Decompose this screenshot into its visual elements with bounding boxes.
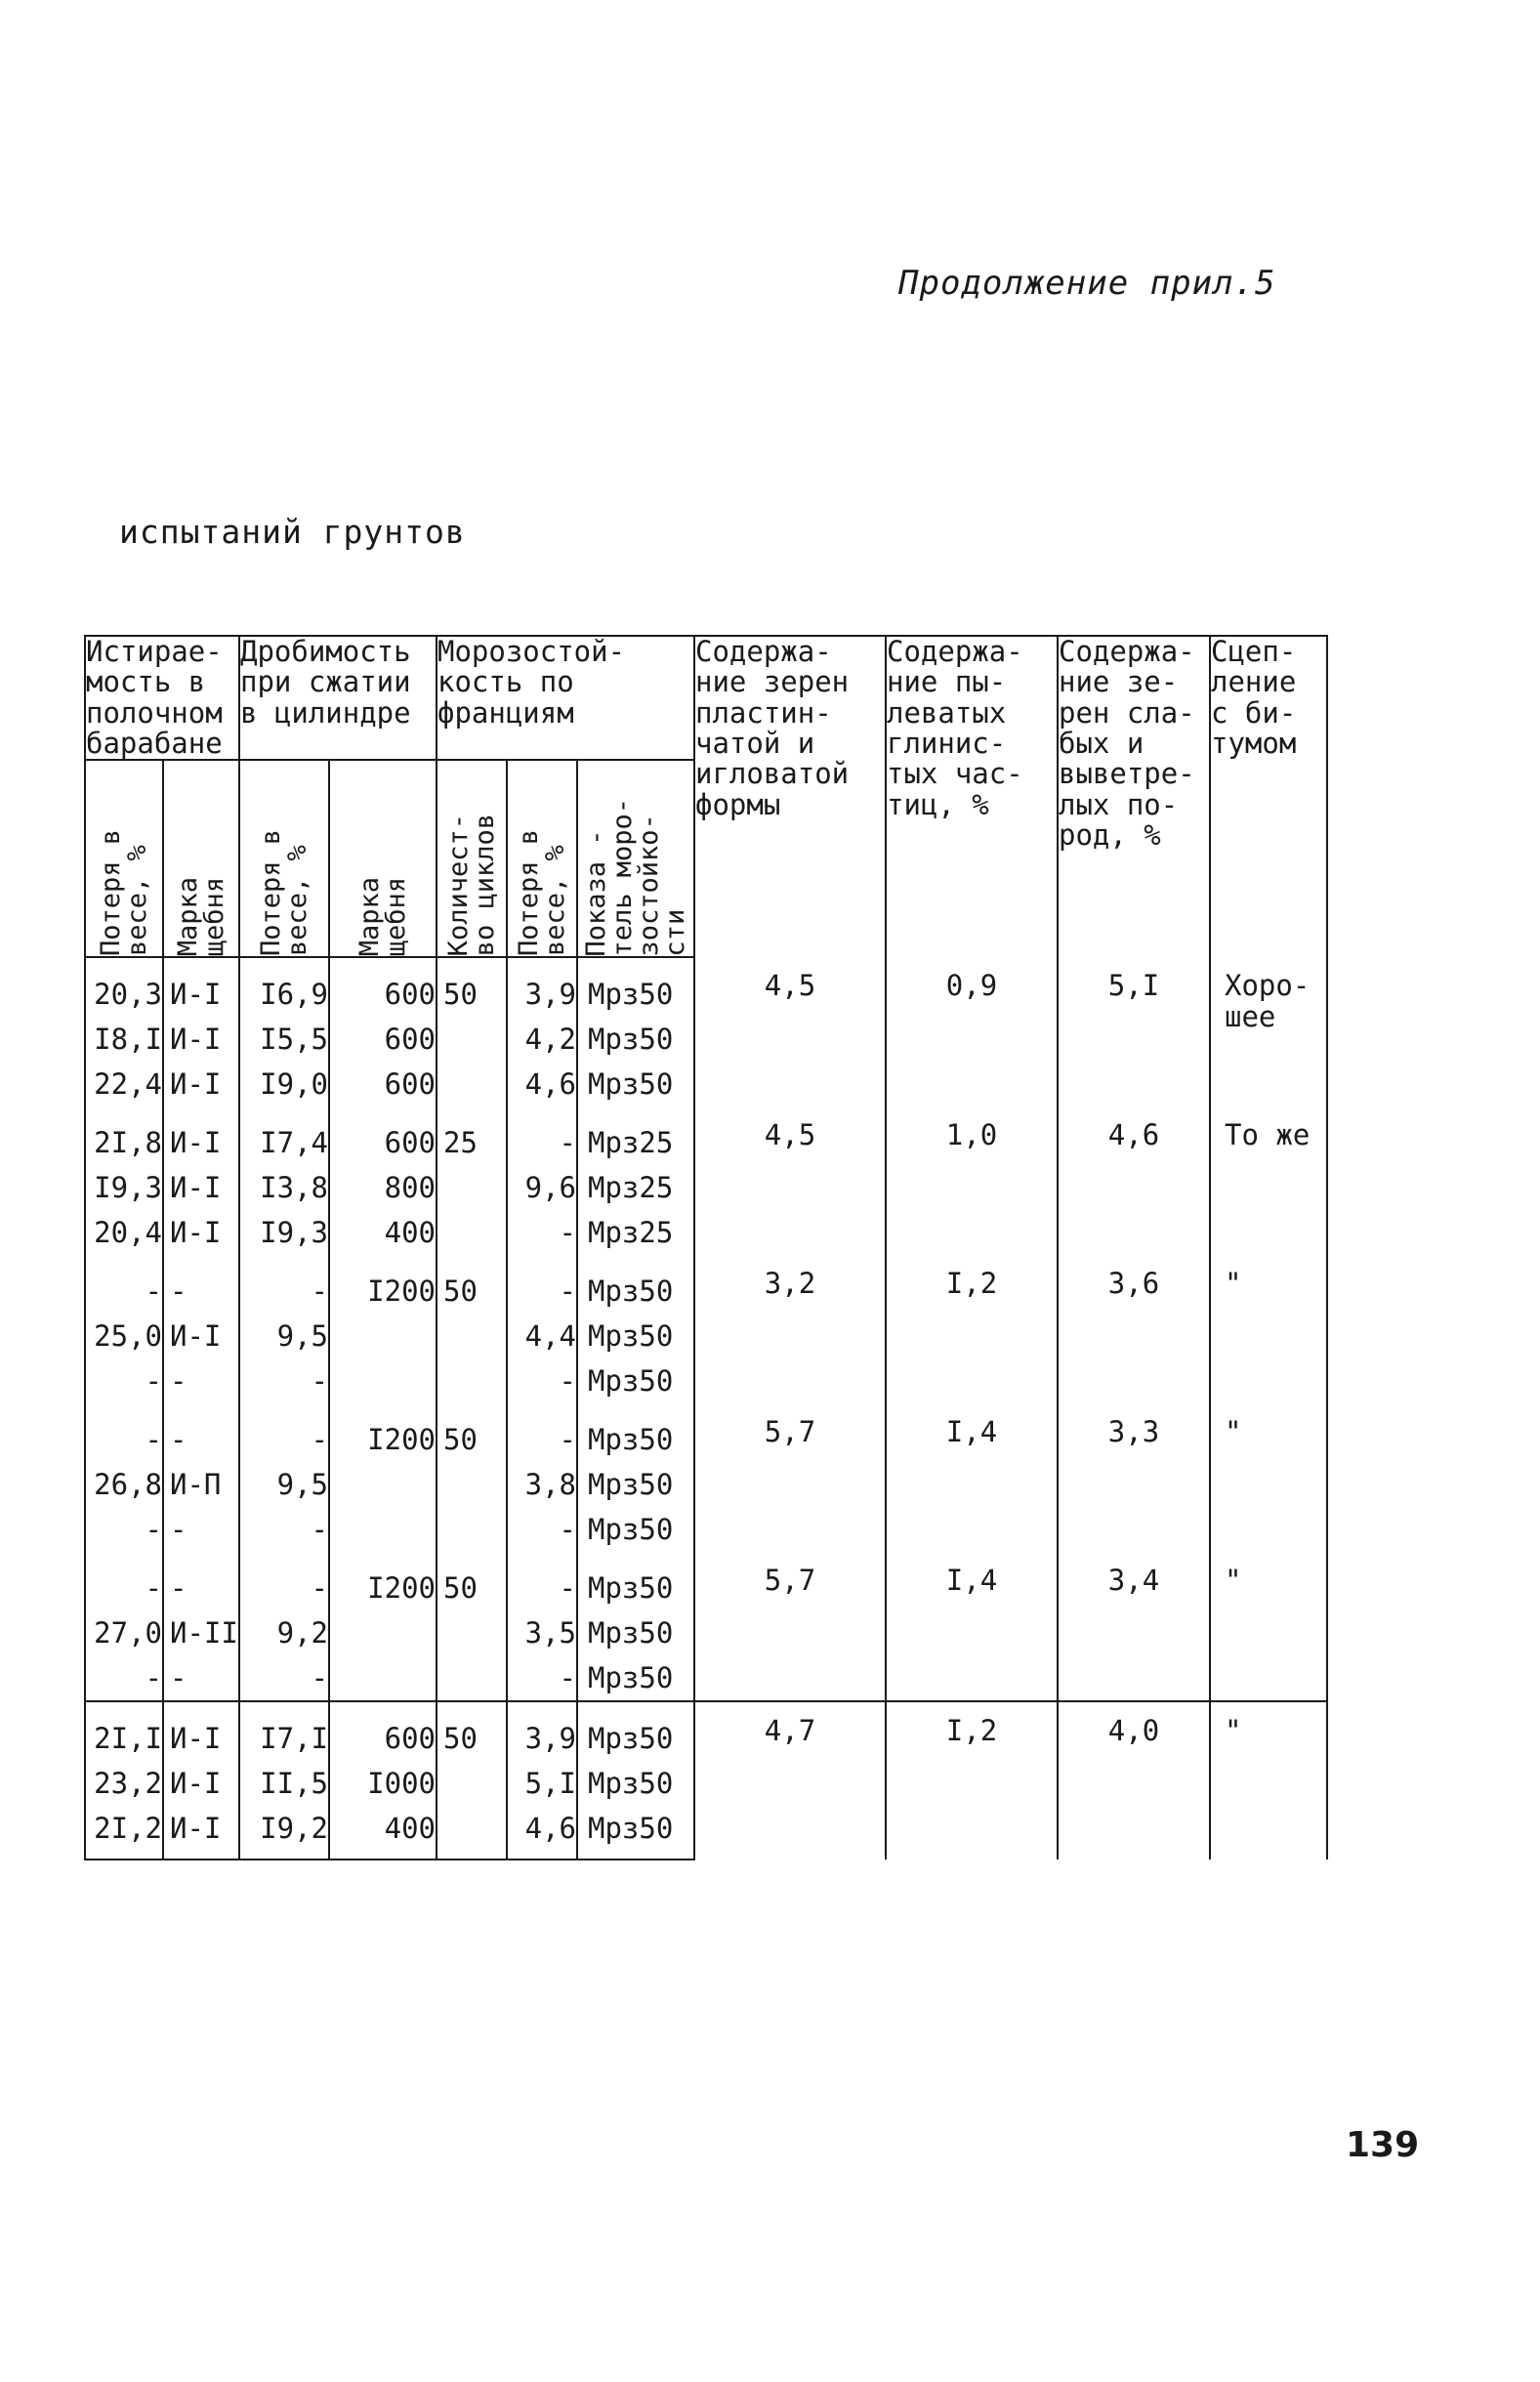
cell-frost-loss: 4,6 (507, 1062, 577, 1107)
table-row (85, 1107, 1327, 1165)
cell-crushing-grade: I200 (329, 1255, 437, 1314)
cell-frost-index: Мрз25 (577, 1210, 694, 1255)
cell-adhesion: " (1210, 1403, 1327, 1552)
cell-abrasion-grade: И-I (163, 1017, 239, 1062)
cell-weak: 4,0 (1058, 1701, 1210, 1860)
cell-frost-loss: - (507, 1107, 577, 1165)
cell-crushing-loss: 9,5 (239, 1462, 329, 1507)
cell-crushing-grade (329, 1507, 437, 1552)
cell-frost-cycles (437, 1806, 507, 1860)
cell-abrasion-grade: - (163, 1255, 239, 1314)
cell-clay: I,2 (886, 1701, 1058, 1860)
cell-abrasion-grade: И-II (163, 1610, 239, 1655)
table-body (85, 957, 1327, 1860)
cell-frost-cycles: 25 (437, 1107, 507, 1165)
cell-abrasion-grade: - (163, 1403, 239, 1462)
cell-frost-loss: - (507, 1507, 577, 1552)
table-row (85, 1552, 1327, 1610)
cell-adhesion: То же (1210, 1107, 1327, 1255)
cell-abrasion-loss: 2I,I (85, 1701, 163, 1761)
cell-frost-index: Мрз50 (577, 1062, 694, 1107)
cell-frost-cycles (437, 1610, 507, 1655)
cell-crushing-loss: - (239, 1552, 329, 1610)
cell-abrasion-loss: - (85, 1403, 163, 1462)
cell-abrasion-loss: 20,3 (85, 957, 163, 1017)
cell-abrasion-loss: - (85, 1255, 163, 1314)
cell-abrasion-grade: И-I (163, 957, 239, 1017)
cell-weak: 5,I (1058, 957, 1210, 1107)
cell-crushing-loss: - (239, 1507, 329, 1552)
cell-crushing-grade: 400 (329, 1806, 437, 1860)
cell-crushing-loss: I9,0 (239, 1062, 329, 1107)
cell-frost-cycles (437, 1210, 507, 1255)
cell-frost-index: Мрз50 (577, 1403, 694, 1462)
table-row (85, 1255, 1327, 1314)
cell-abrasion-grade: - (163, 1507, 239, 1552)
cell-abrasion-grade: И-I (163, 1701, 239, 1761)
cell-crushing-grade: I000 (329, 1761, 437, 1806)
cell-frost-loss: 3,5 (507, 1610, 577, 1655)
cell-crushing-grade (329, 1358, 437, 1403)
cell-abrasion-loss: 20,4 (85, 1210, 163, 1255)
cell-crushing-loss: - (239, 1358, 329, 1403)
cell-frost-index: Мрз50 (577, 1761, 694, 1806)
cell-frost-cycles (437, 1655, 507, 1701)
cell-adhesion: Хоро- шее (1210, 957, 1327, 1107)
cell-crushing-loss: - (239, 1403, 329, 1462)
cell-crushing-grade: 600 (329, 1017, 437, 1062)
cell-abrasion-grade: И-I (163, 1062, 239, 1107)
cell-abrasion-loss: I8,I (85, 1017, 163, 1062)
cell-flaky: 4,5 (694, 957, 886, 1107)
cell-abrasion-grade: И-I (163, 1107, 239, 1165)
cell-abrasion-grade: - (163, 1552, 239, 1610)
cell-weak: 3,6 (1058, 1255, 1210, 1403)
header-frost: Морозостой- кость по франциям (437, 636, 694, 760)
cell-flaky: 4,5 (694, 1107, 886, 1255)
cell-flaky: 3,2 (694, 1255, 886, 1403)
table-row (85, 1701, 1327, 1761)
cell-crushing-grade: 400 (329, 1210, 437, 1255)
cell-abrasion-grade: - (163, 1655, 239, 1701)
cell-abrasion-loss: 2I,2 (85, 1806, 163, 1860)
cell-crushing-loss: I7,I (239, 1701, 329, 1761)
cell-frost-loss: 4,4 (507, 1314, 577, 1358)
cell-frost-loss: - (507, 1655, 577, 1701)
cell-weak: 3,4 (1058, 1552, 1210, 1701)
subheader-crushing-loss: Потеря в весе, % (239, 760, 329, 957)
cell-crushing-grade (329, 1462, 437, 1507)
subheader-abrasion-grade: Марка щебня (163, 760, 239, 957)
cell-crushing-grade: 800 (329, 1165, 437, 1210)
cell-frost-index: Мрз50 (577, 957, 694, 1017)
cell-crushing-grade: I200 (329, 1403, 437, 1462)
cell-flaky: 5,7 (694, 1552, 886, 1701)
cell-frost-index: Мрз50 (577, 1552, 694, 1610)
cell-weak: 3,3 (1058, 1403, 1210, 1552)
test-results-table (84, 635, 1328, 1860)
cell-frost-loss: - (507, 1403, 577, 1462)
cell-abrasion-grade: - (163, 1358, 239, 1403)
cell-frost-cycles: 50 (437, 1403, 507, 1462)
cell-abrasion-loss: 23,2 (85, 1761, 163, 1806)
cell-crushing-loss: 9,2 (239, 1610, 329, 1655)
cell-adhesion: " (1210, 1701, 1327, 1860)
cell-abrasion-grade: И-I (163, 1165, 239, 1210)
cell-frost-index: Мрз50 (577, 1255, 694, 1314)
cell-frost-index: Мрз50 (577, 1462, 694, 1507)
cell-frost-loss: 3,9 (507, 1701, 577, 1761)
continuation-note: Продолжение прил.5 (898, 264, 1276, 303)
subheader-frost-index: Показа - тель моро- зостойко- сти (577, 760, 694, 957)
cell-abrasion-grade: И-I (163, 1210, 239, 1255)
cell-frost-cycles (437, 1761, 507, 1806)
cell-crushing-loss: - (239, 1655, 329, 1701)
cell-frost-cycles (437, 1462, 507, 1507)
cell-frost-loss: 3,9 (507, 957, 577, 1017)
cell-crushing-loss: II,5 (239, 1761, 329, 1806)
header-abrasion: Истирае- мость в полочном барабане (85, 636, 239, 760)
cell-crushing-grade: I200 (329, 1552, 437, 1610)
cell-clay: I,2 (886, 1255, 1058, 1403)
cell-abrasion-loss: 2I,8 (85, 1107, 163, 1165)
cell-frost-loss: - (507, 1358, 577, 1403)
cell-crushing-loss: I6,9 (239, 957, 329, 1017)
subheader-abrasion-loss: Потеря в весе, % (85, 760, 163, 957)
cell-abrasion-loss: 27,0 (85, 1610, 163, 1655)
cell-abrasion-grade: И-I (163, 1761, 239, 1806)
cell-frost-loss: 3,8 (507, 1462, 577, 1507)
cell-frost-index: Мрз50 (577, 1358, 694, 1403)
cell-clay: I,4 (886, 1552, 1058, 1701)
cell-frost-cycles: 50 (437, 1701, 507, 1761)
cell-crushing-loss: 9,5 (239, 1314, 329, 1358)
cell-frost-loss: 5,I (507, 1761, 577, 1806)
cell-frost-index: Мрз50 (577, 1701, 694, 1761)
cell-frost-loss: 9,6 (507, 1165, 577, 1210)
cell-abrasion-loss: 25,0 (85, 1314, 163, 1358)
cell-abrasion-grade: И-I (163, 1314, 239, 1358)
cell-clay: 1,0 (886, 1107, 1058, 1255)
header-clay: Содержа- ние пы- леватых глинис- тых час- тиц, % (886, 636, 1058, 957)
cell-adhesion: " (1210, 1552, 1327, 1701)
subheader-crushing-grade: Марка щебня (329, 760, 437, 957)
cell-abrasion-loss: 26,8 (85, 1462, 163, 1507)
cell-frost-index: Мрз50 (577, 1507, 694, 1552)
cell-frost-loss: 4,6 (507, 1806, 577, 1860)
cell-adhesion: " (1210, 1255, 1327, 1403)
cell-abrasion-loss: - (85, 1507, 163, 1552)
cell-frost-index: Мрз25 (577, 1107, 694, 1165)
header-flaky: Содержа- ние зерен пластин- чатой и игловатой формы (694, 636, 886, 957)
cell-frost-cycles: 50 (437, 957, 507, 1017)
cell-abrasion-loss: - (85, 1358, 163, 1403)
cell-crushing-grade: 600 (329, 1062, 437, 1107)
cell-frost-index: Мрз50 (577, 1806, 694, 1860)
cell-frost-cycles (437, 1017, 507, 1062)
cell-clay: 0,9 (886, 957, 1058, 1107)
cell-frost-cycles (437, 1165, 507, 1210)
cell-frost-cycles (437, 1062, 507, 1107)
cell-frost-index: Мрз50 (577, 1610, 694, 1655)
cell-crushing-grade: 600 (329, 1107, 437, 1165)
cell-abrasion-loss: - (85, 1655, 163, 1701)
header-adhesion: Сцеп- ление с би- тумом (1210, 636, 1327, 957)
cell-crushing-loss: I9,2 (239, 1806, 329, 1860)
cell-frost-loss: - (507, 1210, 577, 1255)
table-subtitle: испытаний грунтов (119, 513, 466, 551)
cell-crushing-grade: 600 (329, 957, 437, 1017)
cell-abrasion-loss: - (85, 1552, 163, 1610)
cell-clay: I,4 (886, 1403, 1058, 1552)
cell-abrasion-loss: I9,3 (85, 1165, 163, 1210)
cell-crushing-grade (329, 1314, 437, 1358)
page-number: 139 (1346, 2125, 1420, 2165)
cell-frost-index: Мрз50 (577, 1314, 694, 1358)
table-row (85, 1403, 1327, 1462)
cell-weak: 4,6 (1058, 1107, 1210, 1255)
table-row (85, 957, 1327, 1017)
cell-frost-cycles: 50 (437, 1552, 507, 1610)
cell-frost-loss: 4,2 (507, 1017, 577, 1062)
cell-crushing-loss: I5,5 (239, 1017, 329, 1062)
cell-frost-index: Мрз25 (577, 1165, 694, 1210)
subheader-frost-cycles: Количест- во циклов (437, 760, 507, 957)
cell-abrasion-grade: И-I (163, 1806, 239, 1860)
cell-frost-loss: - (507, 1255, 577, 1314)
cell-frost-cycles (437, 1507, 507, 1552)
cell-crushing-loss: I7,4 (239, 1107, 329, 1165)
cell-crushing-loss: I9,3 (239, 1210, 329, 1255)
cell-frost-index: Мрз50 (577, 1017, 694, 1062)
cell-crushing-loss: - (239, 1255, 329, 1314)
cell-abrasion-grade: И-П (163, 1462, 239, 1507)
cell-frost-cycles (437, 1358, 507, 1403)
header-weak: Содержа- ние зе- рен сла- бых и выветре- лых по- род, % (1058, 636, 1210, 957)
cell-frost-index: Мрз50 (577, 1655, 694, 1701)
cell-frost-loss: - (507, 1552, 577, 1610)
header-crushing: Дробимость при сжатии в цилиндре (239, 636, 437, 760)
cell-crushing-grade: 600 (329, 1701, 437, 1761)
cell-frost-cycles: 50 (437, 1255, 507, 1314)
cell-flaky: 4,7 (694, 1701, 886, 1860)
cell-abrasion-loss: 22,4 (85, 1062, 163, 1107)
cell-crushing-loss: I3,8 (239, 1165, 329, 1210)
cell-crushing-grade (329, 1655, 437, 1701)
cell-crushing-grade (329, 1610, 437, 1655)
cell-flaky: 5,7 (694, 1403, 886, 1552)
subheader-frost-loss: Потеря в весе, % (507, 760, 577, 957)
cell-frost-cycles (437, 1314, 507, 1358)
